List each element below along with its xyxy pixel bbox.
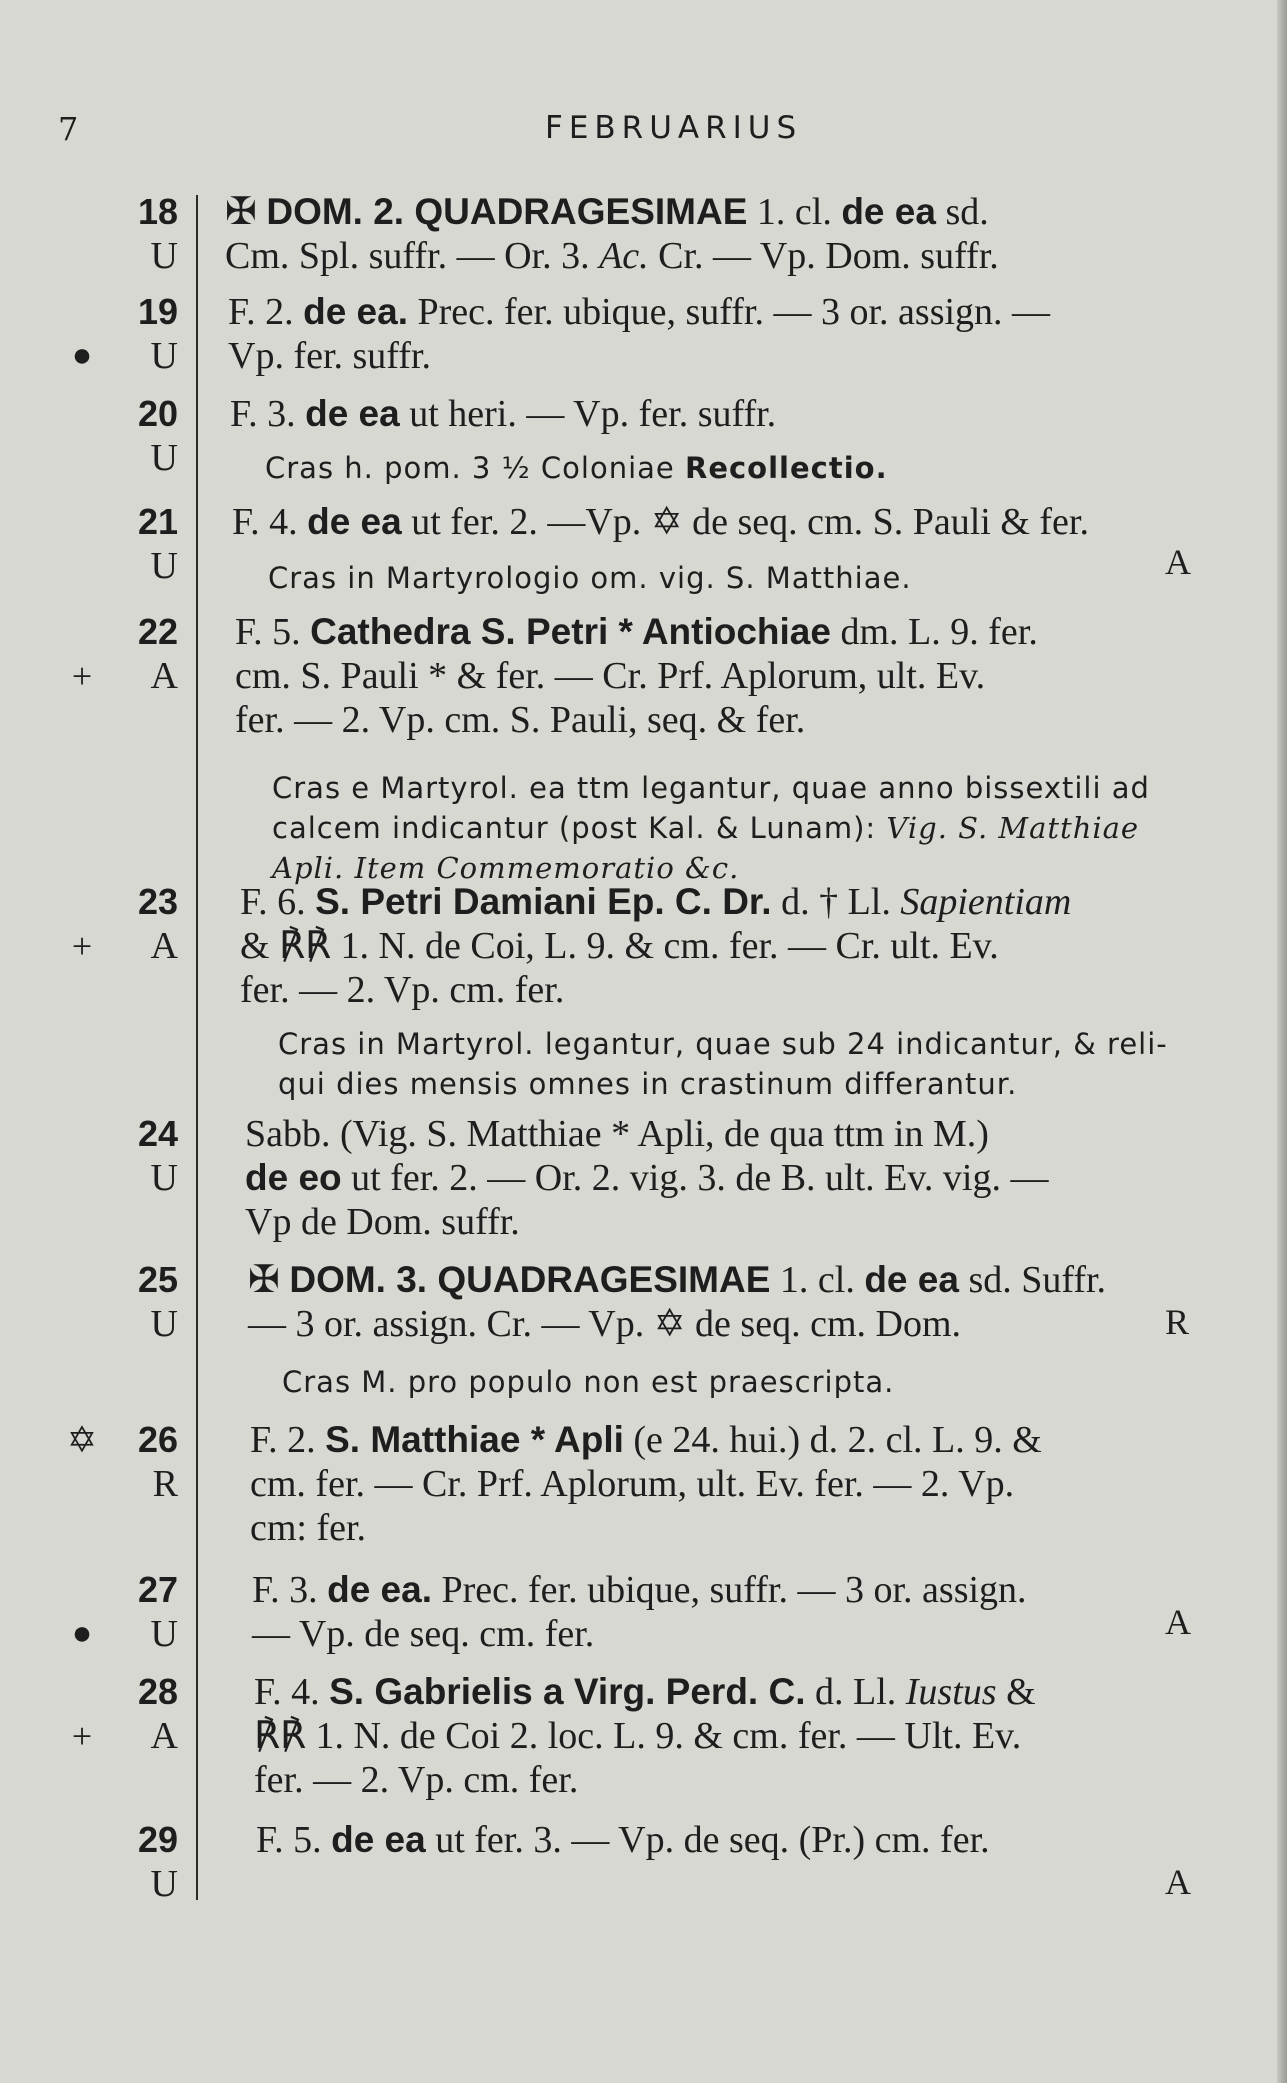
- dominical-letter: A: [150, 1715, 178, 1757]
- page-header: [0, 110, 1287, 154]
- text-segment: de ea: [841, 191, 936, 232]
- text-segment: Recollectio.: [684, 451, 888, 485]
- entry-line: [240, 968, 1230, 1012]
- entry-line: [230, 392, 1220, 436]
- text-segment: F. 2.: [228, 291, 304, 333]
- cross-icon: ✠: [225, 191, 267, 233]
- dominical-letter: A: [150, 925, 178, 967]
- text-segment: ut fer. 2. — Or. 2. vig. 3. de B. ult. Ev. vig. —: [341, 1157, 1049, 1199]
- entry-text: [232, 500, 1222, 544]
- entry-line: [254, 1714, 1244, 1758]
- text-segment: F. 5.: [256, 1819, 332, 1861]
- entry-line: [252, 1568, 1242, 1612]
- text-segment: ℟℟ 1. N. de Coi 2. loc. L. 9. & cm. fer. — Ult. Ev.: [254, 1715, 1022, 1757]
- dominical-letter: R: [152, 1463, 178, 1505]
- entry-line: [250, 1462, 1240, 1506]
- note-line: [272, 808, 1252, 848]
- entry-note: [268, 558, 1248, 598]
- dominical-letter: U: [150, 235, 178, 277]
- entry-note: [278, 1024, 1258, 1104]
- text-segment: F. 6.: [240, 881, 316, 923]
- text-segment: F. 3.: [252, 1569, 328, 1611]
- text-segment: d. Ll.: [805, 1671, 906, 1713]
- text-segment: Cras M. pro populo non est praescripta.: [282, 1365, 895, 1399]
- note-line: [265, 448, 1245, 488]
- text-segment: Cras in Martyrol. legantur, quae sub 24 indicantur, & reli-: [278, 1027, 1168, 1061]
- dominical-letter: U: [150, 437, 178, 479]
- entry-line: [245, 1156, 1235, 1200]
- text-segment: fer. — 2. Vp. cm. S. Pauli, seq. & fer.: [235, 699, 806, 741]
- text-segment: F. 2.: [250, 1419, 326, 1461]
- text-segment: S. Matthiae * Apli: [325, 1419, 624, 1460]
- text-segment: — Vp. de seq. cm. fer.: [252, 1613, 595, 1655]
- entry-text: [230, 392, 1220, 436]
- new-moon-icon: ●: [71, 337, 93, 374]
- text-segment: cm. fer. — Cr. Prf. Aplorum, ult. Ev. fer. — 2. Vp.: [250, 1463, 1015, 1505]
- entry-line: [245, 1112, 1235, 1156]
- text-segment: de ea.: [327, 1569, 432, 1610]
- text-segment: Cr. — Vp. Dom. suffr.: [648, 235, 999, 277]
- entry-line: [250, 1506, 1240, 1550]
- text-segment: &: [996, 1671, 1036, 1713]
- text-segment: cm: fer.: [250, 1507, 367, 1549]
- cross-icon: ✠: [248, 1259, 290, 1301]
- plus-icon: +: [71, 656, 93, 696]
- text-segment: — 3 or. assign. Cr. — Vp. ✡ de seq. cm. Dom.: [248, 1303, 962, 1345]
- note-line: [268, 558, 1248, 598]
- entry-text: [225, 190, 1215, 278]
- text-segment: Cm. Spl. suffr. — Or. 3.: [225, 235, 600, 277]
- page-number: 7: [58, 110, 79, 148]
- note-line: [272, 768, 1252, 808]
- text-segment: Sapientiam: [900, 881, 1072, 923]
- text-segment: Prec. fer. ubique, suffr. — 3 or. assign.: [432, 1569, 1027, 1611]
- dominical-letter: U: [150, 545, 178, 587]
- entry-line: [254, 1758, 1244, 1802]
- plus-icon: +: [71, 926, 93, 966]
- entry-line: [240, 924, 1230, 968]
- text-segment: & ℟℟ 1. N. de Coi, L. 9. & cm. fer. — Cr. ult. Ev.: [240, 925, 999, 967]
- entry-date: 26: [137, 1419, 178, 1460]
- dominical-letter: U: [150, 1613, 178, 1655]
- entry-text: [228, 290, 1218, 378]
- dominical-letter: U: [150, 1863, 178, 1905]
- text-segment: Prec. fer. ubique, suffr. — 3 or. assign. —: [408, 291, 1051, 333]
- text-segment: 1. cl.: [747, 191, 842, 233]
- entry-text: [256, 1818, 1246, 1862]
- text-segment: Cathedra S. Petri * Antiochiae: [310, 611, 831, 652]
- entry-line: [228, 290, 1218, 334]
- entry-text: [235, 610, 1225, 742]
- text-segment: Vig. S. Matthiae: [886, 811, 1140, 845]
- text-segment: Vp de Dom. suffr.: [245, 1201, 520, 1243]
- text-segment: ut fer. 3. — Vp. de seq. (Pr.) cm. fer.: [425, 1819, 990, 1861]
- text-segment: fer. — 2. Vp. cm. fer.: [240, 969, 565, 1011]
- entry-line: [254, 1670, 1244, 1714]
- liturgical-color-mark: A: [1165, 1602, 1191, 1642]
- entry-line: [225, 190, 1215, 234]
- text-segment: de ea: [864, 1259, 959, 1300]
- entry-line: [235, 610, 1225, 654]
- entry-line: [248, 1258, 1238, 1302]
- text-segment: F. 4.: [232, 501, 308, 543]
- entry-line: [248, 1302, 1238, 1346]
- text-segment: sd.: [935, 191, 989, 233]
- new-moon-icon: ●: [71, 1615, 93, 1652]
- note-line: [282, 1362, 1262, 1402]
- dominical-letter: A: [150, 655, 178, 697]
- entry-date: 23: [137, 881, 178, 922]
- entry-line: [240, 880, 1230, 924]
- text-segment: S. Gabrielis a Virg. Perd. C.: [329, 1671, 806, 1712]
- text-segment: Cras h. pom. 3 ½ Coloniae: [265, 451, 685, 485]
- text-segment: 1. cl.: [770, 1259, 865, 1301]
- entry-text: [250, 1418, 1240, 1550]
- text-segment: Apli. Item Commemoratio &c.: [272, 851, 740, 885]
- text-segment: (e 24. hui.) d. 2. cl. L. 9. &: [623, 1419, 1042, 1461]
- entry-date: 27: [137, 1569, 178, 1610]
- text-segment: DOM. 2. QUADRAGESIMAE: [266, 191, 748, 232]
- column-rule: [196, 195, 198, 1900]
- text-segment: cm. S. Pauli * & fer. — Cr. Prf. Aplorum, ult. Ev.: [235, 655, 986, 697]
- text-segment: ut heri. — Vp. fer. suffr.: [399, 393, 777, 435]
- text-segment: dm. L. 9. fer.: [830, 611, 1038, 653]
- entry-line: [245, 1200, 1235, 1244]
- text-segment: sd. Suffr.: [958, 1259, 1107, 1301]
- entry-date: 19: [137, 291, 178, 332]
- text-segment: de ea: [305, 393, 400, 434]
- plus-icon: +: [71, 1716, 93, 1756]
- text-segment: S. Petri Damiani Ep. C. Dr.: [315, 881, 772, 922]
- entry-line: [252, 1612, 1242, 1656]
- entry-date: 28: [137, 1671, 178, 1712]
- month-title: FEBRUARIUS: [545, 110, 803, 146]
- text-segment: Cras in Martyrologio om. vig. S. Matthiae.: [268, 561, 912, 595]
- entry-line: [235, 698, 1225, 742]
- text-segment: F. 4.: [254, 1671, 330, 1713]
- entry-date: 21: [137, 501, 178, 542]
- entry-text: [248, 1258, 1238, 1346]
- text-segment: fer. — 2. Vp. cm. fer.: [254, 1759, 579, 1801]
- text-segment: Ac.: [599, 235, 649, 277]
- text-segment: Sabb. (Vig. S. Matthiae * Apli, de qua ttm in M.): [245, 1113, 989, 1155]
- entry-note: [272, 768, 1252, 888]
- entry-note: [282, 1362, 1262, 1402]
- text-segment: Cras e Martyrol. ea ttm legantur, quae anno bissextili ad: [272, 771, 1150, 805]
- liturgical-color-mark: R: [1165, 1302, 1190, 1342]
- entry-text: [245, 1112, 1235, 1244]
- entry-date: 29: [137, 1819, 178, 1860]
- text-segment: DOM. 3. QUADRAGESIMAE: [289, 1259, 771, 1300]
- text-segment: de ea: [331, 1819, 426, 1860]
- dominical-letter: U: [150, 1157, 178, 1199]
- text-segment: F. 5.: [235, 611, 311, 653]
- liturgical-color-mark: A: [1165, 1862, 1191, 1902]
- text-segment: F. 3.: [230, 393, 306, 435]
- text-segment: de eo: [245, 1157, 342, 1198]
- note-line: [278, 1064, 1258, 1104]
- star-icon: ✡: [66, 1420, 98, 1460]
- entry-date: 18: [137, 191, 178, 232]
- text-segment: de ea.: [303, 291, 408, 332]
- entry-line: [250, 1418, 1240, 1462]
- text-segment: qui dies mensis omnes in crastinum differantur.: [278, 1067, 1018, 1101]
- entry-line: [235, 654, 1225, 698]
- entry-date: 25: [137, 1259, 178, 1300]
- entry-note: [265, 448, 1245, 488]
- text-segment: Iustus: [905, 1671, 997, 1713]
- entry-line: [256, 1818, 1246, 1862]
- text-segment: calcem indicantur (post Kal. & Lunam):: [272, 811, 887, 845]
- entry-text: [252, 1568, 1242, 1656]
- text-segment: ut fer. 2. —Vp. ✡ de seq. cm. S. Pauli & fer.: [401, 501, 1089, 543]
- liturgical-color-mark: A: [1165, 542, 1191, 582]
- entry-line: [225, 234, 1215, 278]
- text-segment: d. † Ll.: [771, 881, 901, 923]
- entry-date: 24: [137, 1113, 178, 1154]
- entry-text: [240, 880, 1230, 1012]
- entry-date: 22: [137, 611, 178, 652]
- page-edge: [1277, 0, 1287, 2083]
- entry-text: [254, 1670, 1244, 1802]
- entry-line: [232, 500, 1222, 544]
- dominical-letter: U: [150, 1303, 178, 1345]
- text-segment: de ea: [307, 501, 402, 542]
- entry-date: 20: [137, 393, 178, 434]
- entry-line: [228, 334, 1218, 378]
- text-segment: Vp. fer. suffr.: [228, 335, 431, 377]
- dominical-letter: U: [150, 335, 178, 377]
- note-line: [278, 1024, 1258, 1064]
